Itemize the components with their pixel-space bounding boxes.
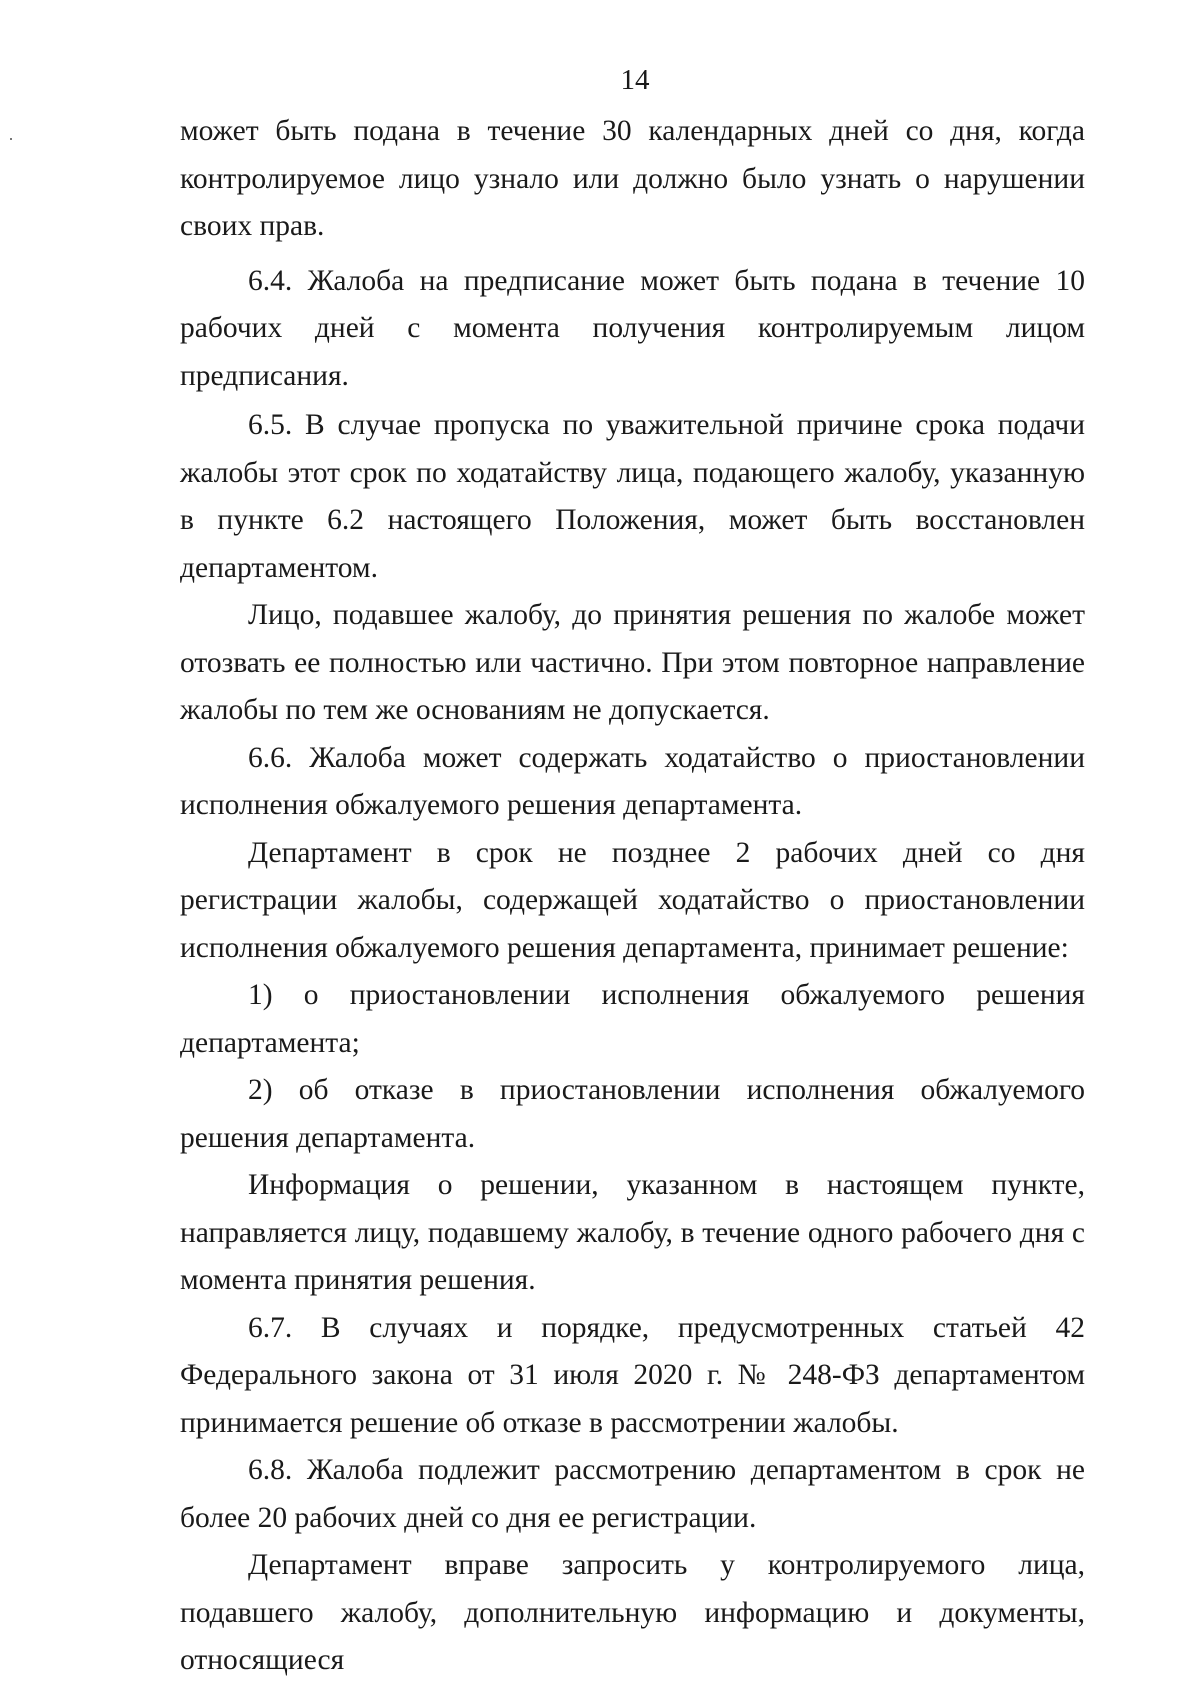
paragraph-6-7: 6.7. В случаях и порядке, предусмотренных статьей 42 Федерального закона от 31 июля 2020 г. № 248-ФЗ департаментом принимается решение об отказе в рассмотрении жалобы. <box>180 1311 1085 1439</box>
paragraph-6-5: 6.5. В случае пропуска по уважительной причине срока подачи жалобы этот срок по ходатайству лица, подающего жалобу, указанную в пункте 6.2 настоящего Положения, может быть восстановлен департаментом. <box>180 409 1085 584</box>
paragraph-request-info: Департамент вправе запросить у контролируемого лица, подавшего жалобу, дополнительную информацию и документы, относящиеся <box>180 1549 1085 1676</box>
list-item-1: 1) о приостановлении исполнения обжалуемого решения департамента; <box>180 979 1085 1059</box>
document-body <box>180 108 1085 1685</box>
paragraph-withdrawal: Лицо, подавшее жалобу, до принятия решения по жалобе может отозвать ее полностью или частично. При этом повторное направление жалобы по тем же основаниям не допускается. <box>180 599 1085 726</box>
scan-artifact <box>10 138 12 140</box>
paragraph-information: Информация о решении, указанном в настоящем пункте, направляется лицу, подавшему жалобу, в течение одного рабочего дня с момента принятия решения. <box>180 1169 1085 1296</box>
list-item-2: 2) об отказе в приостановлении исполнения обжалуемого решения департамента. <box>180 1074 1085 1154</box>
paragraph-6-4: 6.4. Жалоба на предписание может быть подана в течение 10 рабочих дней с момента получения контролируемым лицом предписания. <box>180 264 1085 392</box>
page-number: 14 <box>620 64 650 96</box>
paragraph-continuation: может быть подана в течение 30 календарных дней со дня, когда контролируемое лицо узнало или должно было узнать о нарушении своих прав. <box>180 115 1085 242</box>
paragraph-6-8: 6.8. Жалоба подлежит рассмотрению департаментом в срок не более 20 рабочих дней со дня ее регистрации. <box>180 1454 1085 1534</box>
paragraph-department-decision: Департамент в срок не позднее 2 рабочих дней со дня регистрации жалобы, содержащей ходатайство о приостановлении исполнения обжалуемого решения департамента, принимает решение: <box>180 836 1085 964</box>
paragraph-6-6: 6.6. Жалоба может содержать ходатайство о приостановлении исполнения обжалуемого решения департамента. <box>180 741 1085 821</box>
